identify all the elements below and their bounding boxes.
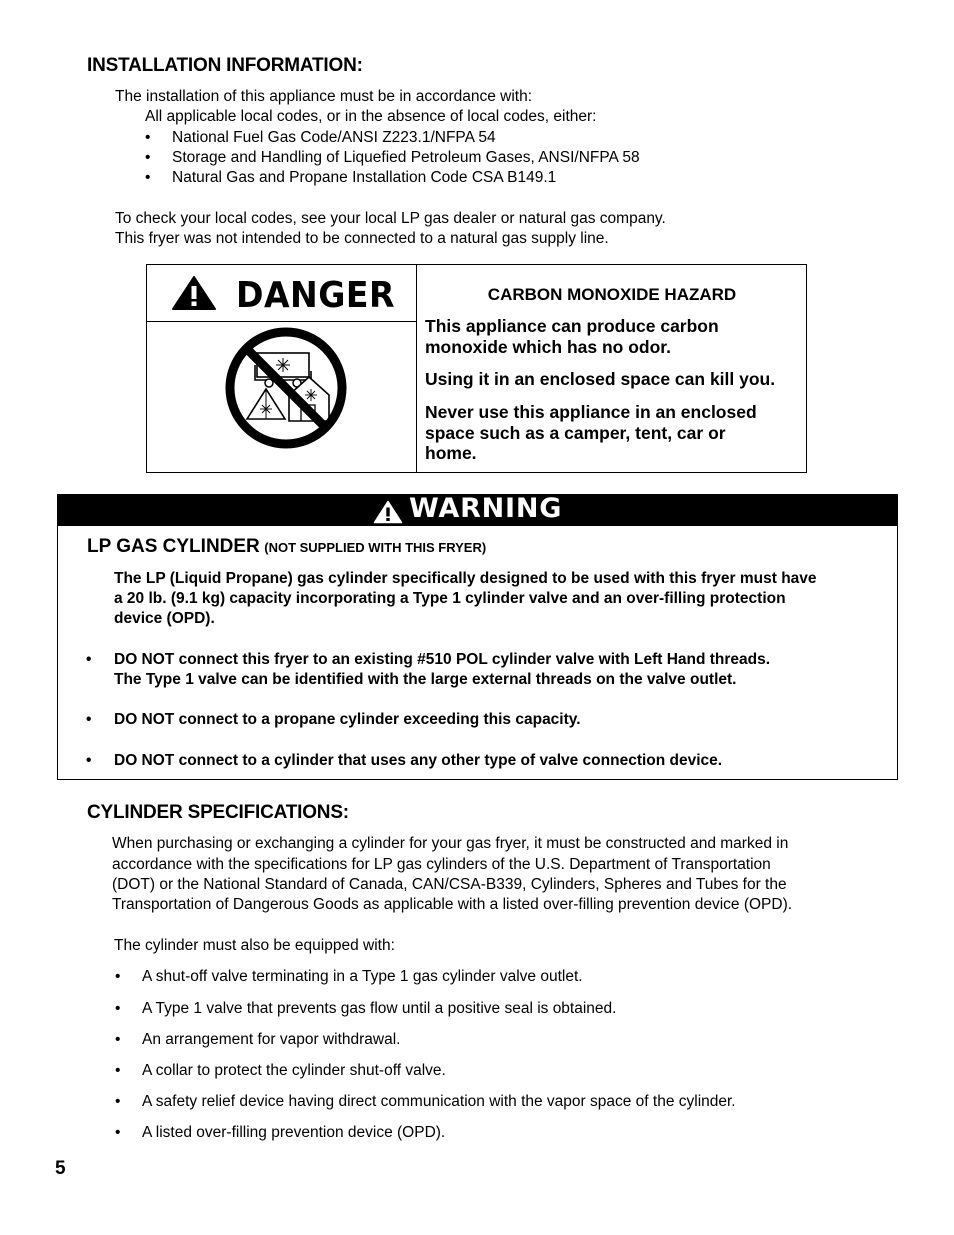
specs-para-line: (DOT) or the National Standard of Canada, CAN/CSA-B339, Cylinders, Spheres and Tubes for the (112, 876, 787, 893)
alert-triangle-icon (171, 275, 217, 311)
bullet-glyph: • (115, 1093, 121, 1110)
bullet-glyph: • (115, 968, 121, 985)
danger-box (146, 264, 807, 473)
installation-sub-intro: All applicable local codes, or in the absence of local codes, either: (145, 108, 597, 125)
list-item-text: Natural Gas and Propane Installation Code CSA B149.1 (172, 169, 557, 186)
lp-gas-heading-main: LP GAS CYLINDER (87, 536, 260, 557)
warning-bullet-text: DO NOT connect to a cylinder that uses any other type of valve connection device. (114, 752, 723, 769)
lp-gas-heading (87, 536, 486, 558)
bullet-glyph: • (145, 149, 151, 166)
alert-triangle-icon (373, 500, 403, 524)
list-item-text: An arrangement for vapor withdrawal. (142, 1031, 401, 1048)
warning-bullet-text: DO NOT connect this fryer to an existing #510 POL cylinder valve with Left Hand threads. (114, 651, 771, 668)
danger-right-panel (418, 265, 806, 472)
danger-text-line: Never use this appliance in an enclosed (425, 402, 757, 422)
lp-para-line: The LP (Liquid Propane) gas cylinder specifically designed to be used with this fryer must have (114, 570, 817, 587)
bullet-glyph: • (145, 129, 151, 146)
danger-text-line: This appliance can produce carbon (425, 316, 719, 336)
list-item-text: National Fuel Gas Code/ANSI Z223.1/NFPA 54 (172, 129, 496, 146)
bullet-glyph: • (115, 1031, 121, 1048)
list-item-text: A listed over-filling prevention device (OPD). (142, 1124, 446, 1141)
lp-gas-heading-note: (NOT SUPPLIED WITH THIS FRYER) (264, 540, 487, 555)
natural-gas-note: This fryer was not intended to be connected to a natural gas supply line. (115, 230, 609, 247)
equip-intro: The cylinder must also be equipped with: (114, 937, 395, 954)
lp-para-line: a 20 lb. (9.1 kg) capacity incorporating a Type 1 cylinder valve and an over-filling protection (114, 590, 786, 607)
list-item-text: Storage and Handling of Liquefied Petroleum Gases, ANSI/NFPA 58 (172, 149, 640, 166)
danger-label: DANGER (236, 275, 395, 316)
installation-heading: INSTALLATION INFORMATION: (87, 55, 363, 76)
danger-text-line: monoxide which has no odor. (425, 337, 671, 357)
danger-title: CARBON MONOXIDE HAZARD (487, 285, 737, 304)
danger-text-line: Using it in an enclosed space can kill you. (425, 369, 776, 389)
danger-header (147, 265, 416, 322)
specs-para-line: Transportation of Dangerous Goods as applicable with a listed over-filling prevention device (OPD). (112, 896, 793, 913)
bullet-glyph: • (115, 1000, 121, 1017)
warning-box (57, 494, 898, 780)
specs-heading: CYLINDER SPECIFICATIONS: (87, 802, 349, 823)
danger-text-line: space such as a camper, tent, car or (425, 423, 726, 443)
bullet-glyph: • (115, 1124, 121, 1141)
bullet-glyph: • (145, 169, 151, 186)
warning-label: WARNING (409, 493, 563, 524)
list-item-text: A collar to protect the cylinder shut-off valve. (142, 1062, 446, 1079)
check-codes-line: To check your local codes, see your local LP gas dealer or natural gas company. (115, 210, 666, 227)
warning-bullet-text: DO NOT connect to a propane cylinder exceeding this capacity. (114, 711, 581, 728)
page-number: 5 (55, 1158, 66, 1179)
no-enclosed-space-icon (223, 325, 349, 451)
lp-para-line: device (OPD). (114, 610, 215, 627)
warning-header-bar (58, 495, 897, 526)
list-item-text: A Type 1 valve that prevents gas flow until a positive seal is obtained. (142, 1000, 617, 1017)
warning-bullet-text: The Type 1 valve can be identified with the large external threads on the valve outlet. (114, 671, 737, 688)
specs-para-line: When purchasing or exchanging a cylinder for your gas fryer, it must be constructed and marked in (112, 835, 789, 852)
list-item-text: A shut-off valve terminating in a Type 1 gas cylinder valve outlet. (142, 968, 583, 985)
bullet-glyph: • (86, 752, 92, 769)
list-item-text: A safety relief device having direct communication with the vapor space of the cylinder. (142, 1093, 736, 1110)
danger-text-line: home. (425, 443, 477, 463)
bullet-glyph: • (115, 1062, 121, 1079)
danger-left-panel (147, 265, 417, 472)
bullet-glyph: • (86, 711, 92, 728)
installation-intro: The installation of this appliance must be in accordance with: (115, 88, 533, 105)
specs-para-line: accordance with the specifications for LP gas cylinders of the U.S. Department of Transportation (112, 856, 771, 873)
bullet-glyph: • (86, 651, 92, 668)
